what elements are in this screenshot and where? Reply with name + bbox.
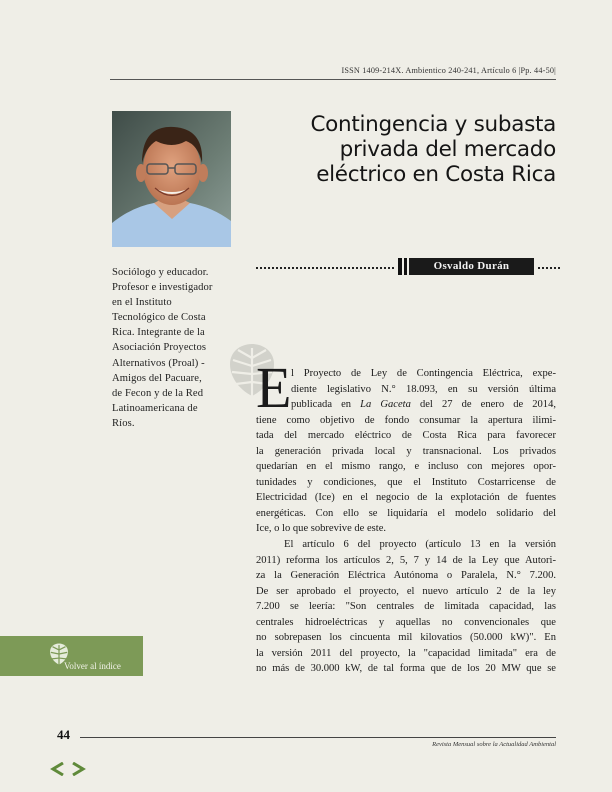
magazine-tagline: Revista Mensual sobre la Actualidad Ambiental bbox=[432, 741, 556, 748]
body-line: tunidades y condiciones, que el Instituto Costarricense de bbox=[256, 476, 556, 488]
body-line: la versión 2011 del proyecto, la "capacidad limitada" era de bbox=[256, 647, 556, 659]
bio-line: Ríos. bbox=[112, 417, 135, 429]
body-line: tiene como objetivo de fondo consumar la apertura ilimi- bbox=[256, 414, 556, 426]
author-bar-accent bbox=[398, 258, 402, 275]
bio-line: Rica. Integrante de la bbox=[112, 327, 205, 339]
drop-cap: E bbox=[256, 355, 292, 420]
title-line-2: privada del mercado bbox=[339, 137, 556, 162]
body-text: del 27 de enero de 2014, bbox=[410, 399, 556, 411]
header-rule bbox=[110, 79, 556, 80]
body-line: la generación privada local y transnacional. Los privados bbox=[256, 445, 556, 457]
bio-line: Asociación Proyectos bbox=[112, 342, 207, 354]
bio-line: Alternativos (Proal) - bbox=[112, 357, 205, 369]
article-body bbox=[256, 366, 556, 677]
dotted-divider-left bbox=[256, 267, 394, 269]
body-line: 7.200 se leería: "Son centrales de limitada capacidad, las bbox=[256, 601, 556, 613]
body-text: publicada en bbox=[291, 399, 361, 411]
body-line: centrales hidroeléctricas y aquellas no convencionales que bbox=[256, 616, 556, 628]
page-number: 44 bbox=[57, 727, 70, 742]
body-line: za la Generación Eléctrica Autónoma o Paralela, N.° 7.200. bbox=[256, 570, 556, 582]
body-line: l Proyecto de Ley de Contingencia Eléctrica, expe- bbox=[291, 368, 556, 379]
back-to-index-label[interactable]: Volver al índice bbox=[64, 661, 121, 671]
issn-header: ISSN 1409-214X. Ambientico 240-241, Artículo 6 |Pp. 44-50| bbox=[341, 66, 556, 75]
body-line: no sobrepasen los cincuenta mil kilovatios (50.000 kW)". En bbox=[256, 632, 556, 644]
author-photo bbox=[112, 111, 231, 247]
body-line: El artículo 6 del proyecto (artículo 13 en la versión bbox=[284, 539, 556, 551]
author-bar-accent-2 bbox=[404, 258, 407, 275]
author-portrait-image bbox=[112, 111, 231, 247]
author-name: Osvaldo Durán bbox=[409, 258, 534, 275]
body-line: 2011) reforma los artículos 2, 5, 7 y 14 de la Ley que Autori- bbox=[256, 554, 556, 566]
chevron-left-icon bbox=[53, 763, 63, 775]
title-line-1: Contingencia y subasta bbox=[310, 112, 556, 137]
body-line: Electricidad (Ice) en el negocio de la explotación de fuentes bbox=[256, 492, 556, 504]
previous-page-button[interactable] bbox=[50, 762, 66, 776]
bio-line: Sociólogo y educador. bbox=[112, 267, 209, 278]
body-line: energéticas. Con ello se liquidaría el modelo solidario del bbox=[256, 507, 556, 519]
publication-name: La Gaceta bbox=[360, 399, 411, 411]
bio-line: de Fecon y de la Red bbox=[112, 387, 204, 399]
bio-line: Tecnológico de Costa bbox=[112, 312, 206, 324]
article-title bbox=[270, 112, 556, 187]
bio-line: en el Instituto bbox=[112, 297, 172, 309]
body-line: De ser aprobado el proyecto, el nuevo artículo 2 de la ley bbox=[256, 585, 556, 597]
body-line: no más de 30.000 kW, de tal forma que de los 20 MW que se bbox=[256, 663, 556, 675]
body-line: Ice, o lo que sobrevive de este. bbox=[256, 523, 387, 535]
bio-line: Latinoamericana de bbox=[112, 402, 198, 414]
body-line bbox=[256, 397, 556, 413]
title-line-3: eléctrico en Costa Rica bbox=[316, 162, 556, 187]
next-page-button[interactable] bbox=[70, 762, 86, 776]
bio-line: Amigos del Pacuare, bbox=[112, 372, 202, 384]
body-line: tada del mercado eléctrico de Costa Rica para favorecer bbox=[256, 430, 556, 442]
body-line: diente legislativo N.° 18.093, en su versión última bbox=[291, 383, 556, 395]
footer-rule bbox=[80, 737, 556, 738]
dotted-divider-right bbox=[538, 267, 560, 269]
bio-line: Profesor e investigador bbox=[112, 282, 213, 294]
body-line: quedarían en el mismo rango, e incluso con mejores opor- bbox=[256, 461, 556, 473]
chevron-right-icon bbox=[73, 763, 83, 775]
